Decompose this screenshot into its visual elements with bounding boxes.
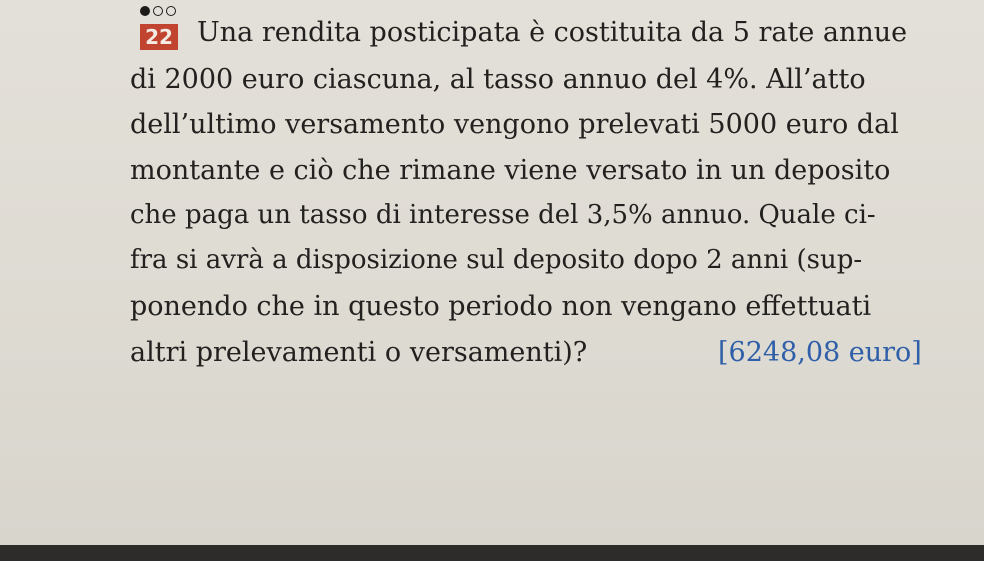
exercise-text-line-8: altri prelevamenti o versamenti)? xyxy=(130,337,588,368)
exercise-text-line-3: dell’ultimo versamento vengono prelevati 5000 euro dal xyxy=(130,109,899,140)
exercise-text-line-4: montante e ciò che rimane viene versato in un deposito xyxy=(130,155,891,186)
exercise-text-line-1: Una rendita posticipata è costituita da 5 rate annue xyxy=(197,17,908,48)
page-bottom-shadow xyxy=(0,545,984,561)
exercise-number-badge: 22 xyxy=(140,24,178,50)
difficulty-dot-empty xyxy=(166,6,176,16)
answer-text: [6248,08 euro] xyxy=(718,337,922,368)
difficulty-rating xyxy=(140,6,180,19)
difficulty-dot-empty xyxy=(153,6,163,16)
difficulty-dot-filled xyxy=(140,6,150,16)
exercise-text-line-7: ponendo che in questo periodo non vengano effettuati xyxy=(130,291,872,322)
exercise-text-line-6: fra si avrà a disposizione sul deposito dopo 2 anni (sup- xyxy=(130,245,863,275)
exercise-text-line-5: che paga un tasso di interesse del 3,5% annuo. Quale ci- xyxy=(130,200,876,230)
exercise-text-line-2: di 2000 euro ciascuna, al tasso annuo del 4%. All’atto xyxy=(130,64,866,95)
